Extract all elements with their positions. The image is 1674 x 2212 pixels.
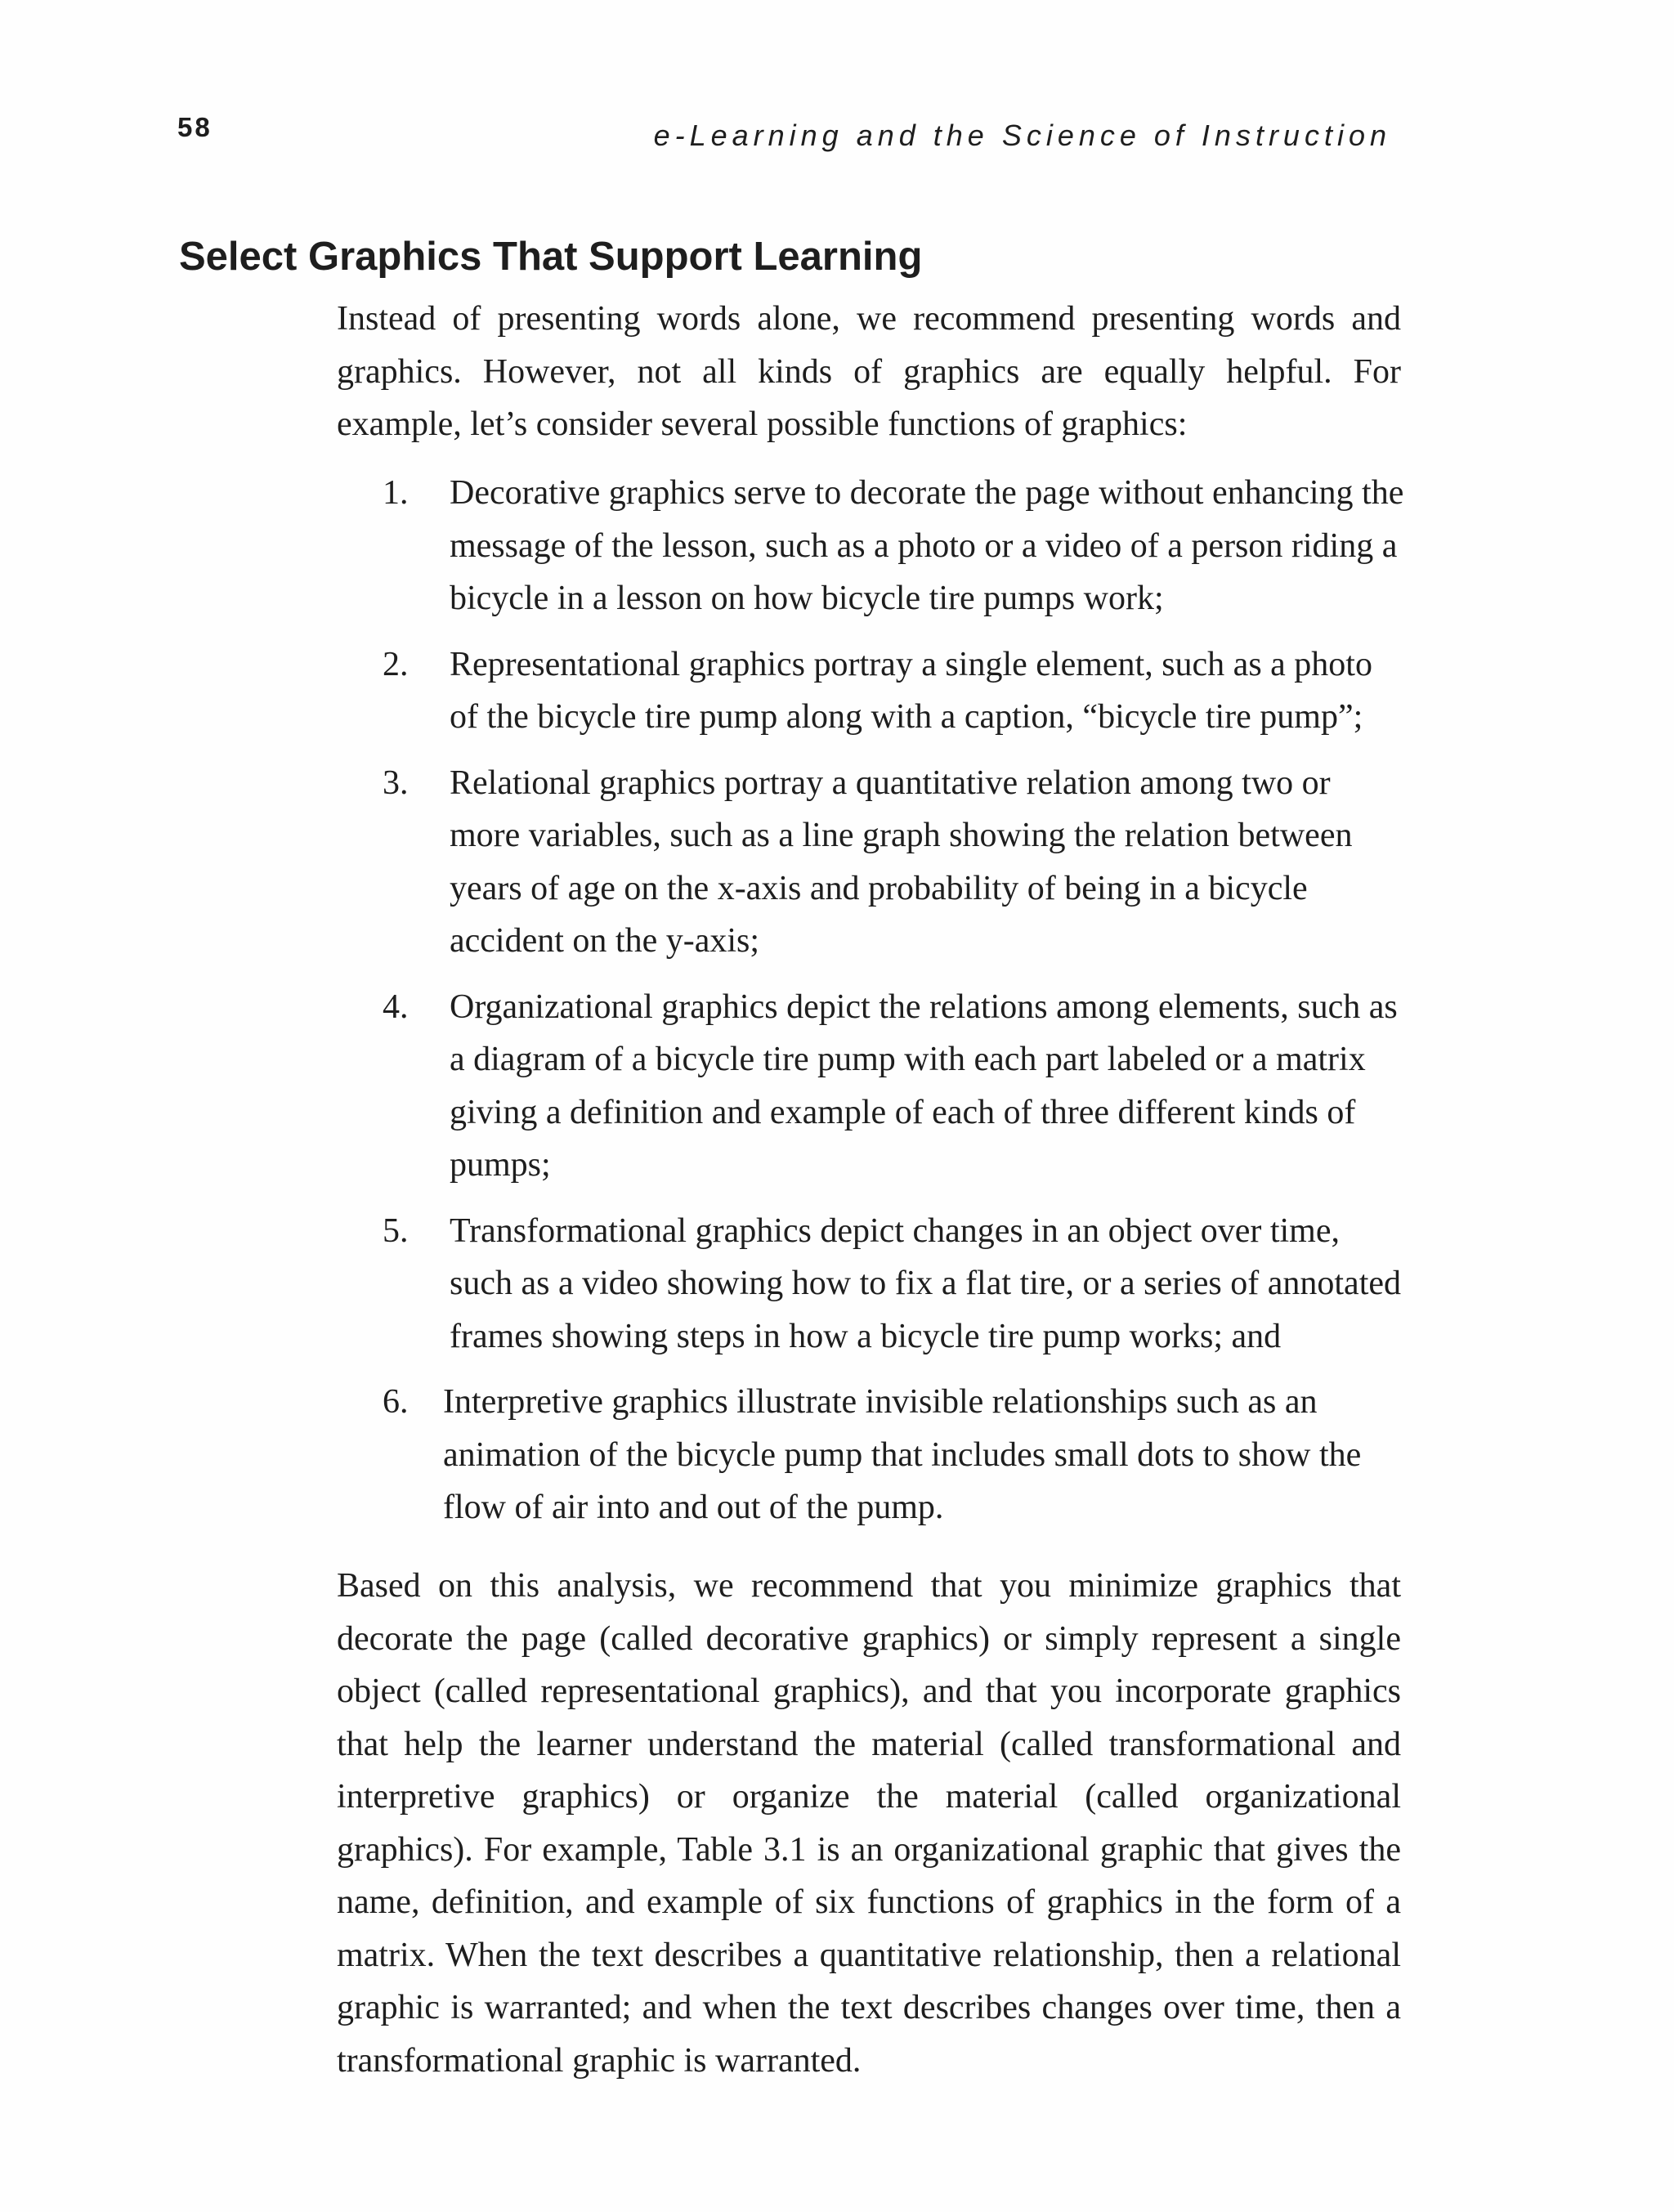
list-item-text: Transformational graphics depict changes in an object over time, such as a video showing how to fix a flat tire, or a series of annotated frames showing steps in how a bicycle tire pump works; and [450, 1211, 1402, 1355]
list-item-number: 4. [383, 987, 409, 1026]
list-item [383, 1376, 1404, 1534]
list-item-text: Representational graphics portray a single element, such as a photo of the bicycle tire pump along with a caption, “bicycle tire pump”; [450, 645, 1372, 736]
list-item-text: Organizational graphics depict the relations among elements, such as a diagram of a bicycle tire pump with each part labeled or a matrix giving a definition and example of each of three different kinds of pumps; [450, 987, 1398, 1184]
list-item [383, 467, 1404, 625]
list-item [383, 981, 1404, 1192]
list-item-text: Relational graphics portray a quantitative relation among two or more variables, such as a line graph showing the relation between years of age on the x-axis and probability of being in a bicycle accident on the y-axis; [450, 763, 1353, 960]
list-item-number: 2. [383, 645, 409, 683]
page-number: 58 [177, 112, 213, 142]
intro-paragraph: Instead of presenting words alone, we recommend presenting words and graphics. However, not all kinds of graphics are equally helpful. For example, let’s consider several possible functions of graphics: [337, 300, 1401, 443]
list-item [383, 1205, 1404, 1363]
graphics-functions-list [383, 467, 1404, 1534]
running-head: e-Learning and the Science of Instruction [653, 119, 1391, 152]
conclusion-paragraph: Based on this analysis, we recommend that you minimize graphics that decorate the page (called decorative graphics) or simply represent a single object (called representational graphics), and that you incorporate graphics that help the learner understand the material (called transformational and interpretive graphics) or organize the material (called organizational graphics). For example, Table 3.1 is an organizational graphic that gives the name, definition, and example of six functions of graphics in the form of a matrix. When the text describes a quantitative relationship, then a relational graphic is warranted; and when the text describes changes over time, then a transformational graphic is warranted. [337, 1567, 1401, 2080]
list-item-number: 5. [383, 1211, 409, 1250]
list-item [383, 638, 1404, 744]
list-item-number: 6. [383, 1383, 409, 1421]
list-item-number: 1. [383, 474, 409, 512]
list-item-number: 3. [383, 763, 409, 802]
list-item [383, 757, 1404, 968]
list-item-text: Interpretive graphics illustrate invisible relationships such as an animation of the bicycle pump that includes small dots to show the flow of air into and out of the pump. [443, 1383, 1362, 1526]
list-item-text: Decorative graphics serve to decorate the page without enhancing the message of the lesson, such as a photo or a video of a person riding a bicycle in a lesson on how bicycle tire pumps work; [450, 474, 1404, 617]
section-heading: Select Graphics That Support Learning [179, 235, 923, 279]
